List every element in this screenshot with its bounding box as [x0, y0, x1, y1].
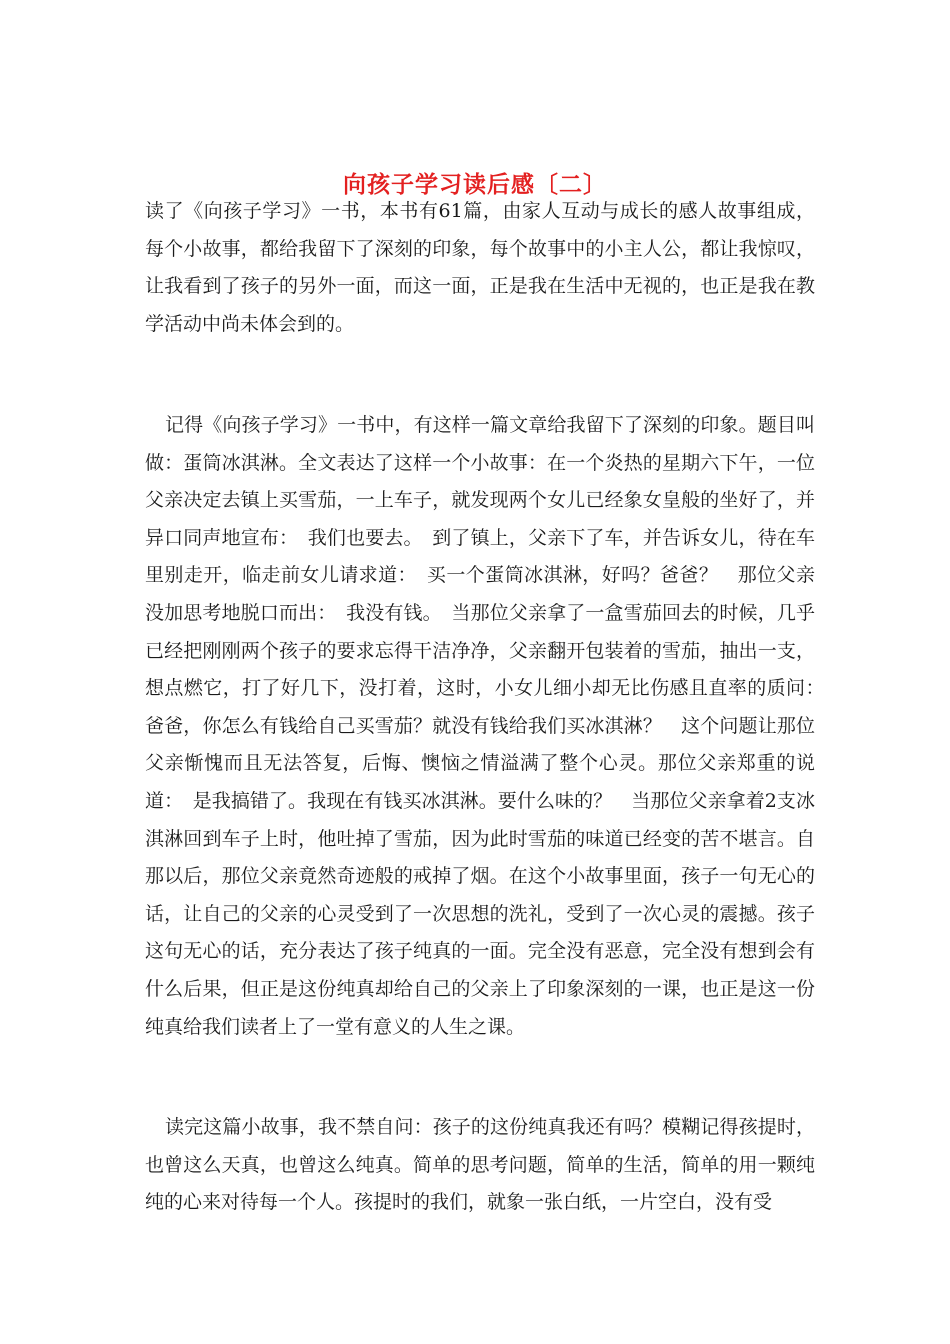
paragraph-3: 读完这篇小故事，我不禁自问：孩子的这份纯真我还有吗？模糊记得孩提时，也曾这么天真，也曾这么纯真。简单的思考问题，简单的生活，简单的用一颗纯纯的心来对待每一个人。孩提时的我们，就象一张白纸，一片空白，没有受: [145, 1116, 815, 1214]
paragraph-2: 记得《向孩子学习》一书中，有这样一篇文章给我留下了深刻的印象。题目叫做：蛋筒冰淇淋。全文表达了这样一个小故事：在一个炎热的星期六下午，一位父亲决定去镇上买雪茄，一上车子，就发现两个女儿已经象女皇般的坐好了，并异口同声地宣布： 我们也要去。 到了镇上，父亲下了车，并告诉女儿，待在车里别走开，临走前女儿请求道： 买一个蛋筒冰淇淋，好吗？爸爸？ 那位父亲没加思考地脱口而出： 我没有钱。 当那位父亲拿了一盒雪茄回去的时候，几乎已经把刚刚两个孩子的要求忘得干洁净净，父亲翻开包装着的雪茄，抽出一支，想点燃它，打了好几下，没打着，这时，小女儿细小却无比伤感且直率的质问： 爸爸，你怎么有钱给自己买雪茄？就没有钱给我们买冰淇淋？ 这个问题让那位父亲惭愧而且无法答复，后悔、懊恼之情溢满了整个心灵。那位父亲郑重的说道： 是我搞错了。我现在有钱买冰淇淋。要什么味的？ 当那位父亲拿着2支冰淇淋回到车子上时，他吐掉了雪茄，因为此时雪茄的味道已经变的苦不堪言。自那以后，那位父亲竟然奇迹般的戒掉了烟。在这个小故事里面，孩子一句无心的话，让自己的父亲的心灵受到了一次思想的洗礼，受到了一次心灵的震撼。孩子这句无心的话，充分表达了孩子纯真的一面。完全没有恶意，完全没有想到会有什么后果，但正是这份纯真却给自己的父亲上了印象深刻的一课，也正是这一份纯真给我们读者上了一堂有意义的人生之课。: [145, 414, 835, 1038]
paragraph-1: 读了《向孩子学习》一书，本书有61篇，由家人互动与成长的感人故事组成，每个小故事，都给我留下了深刻的印象，每个故事中的小主人公，都让我惊叹，让我看到了孩子的另外一面，而这一面，正是我在生活中无视的，也正是我在教学活动中尚未体会到的。: [145, 200, 815, 335]
document-title: 向孩子学习读后感〔二〕: [343, 171, 607, 199]
